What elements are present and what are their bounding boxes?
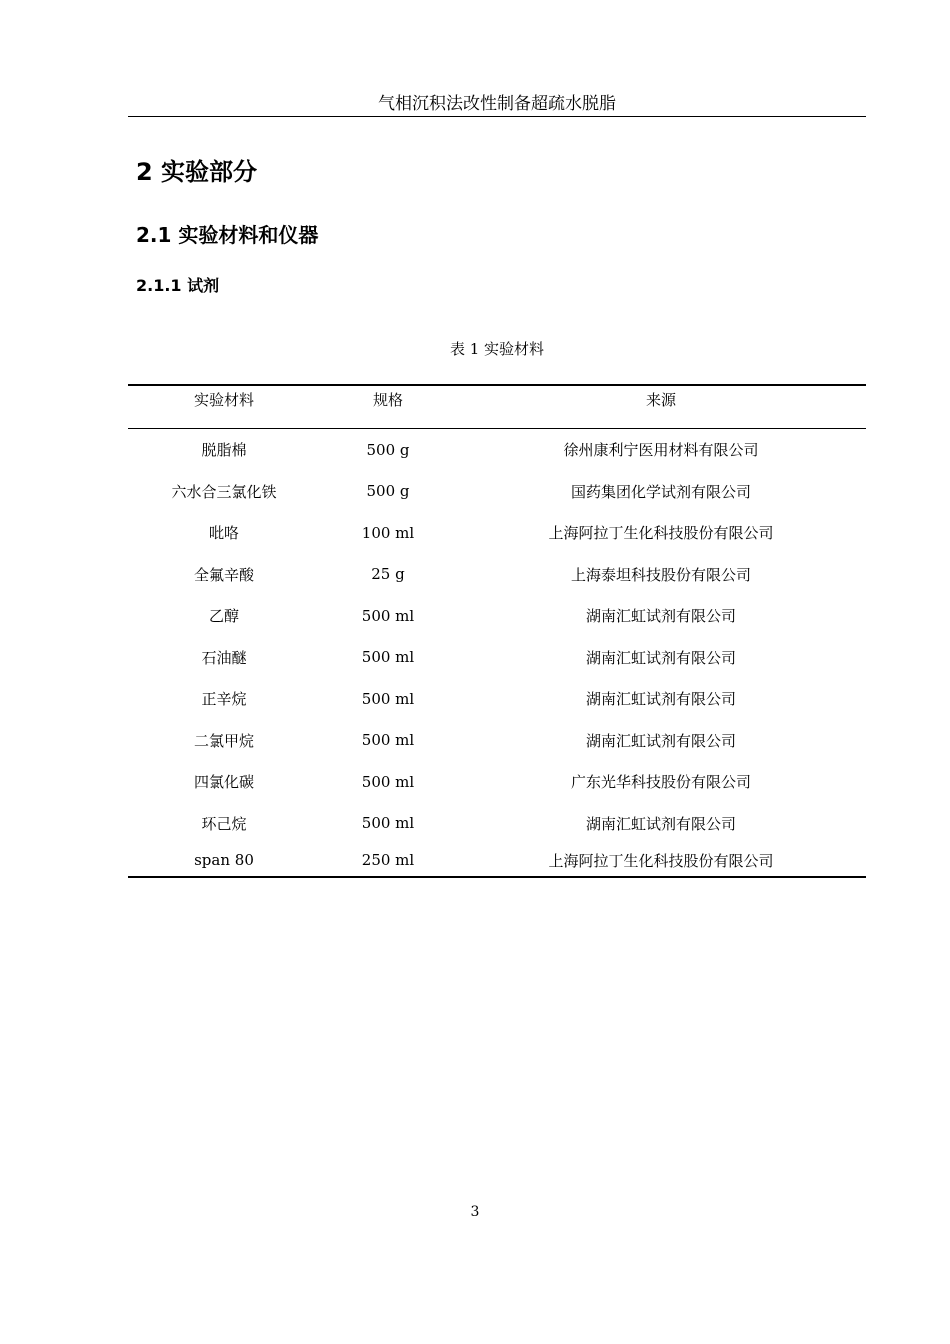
column-header-spec: 规格 [372,391,403,409]
cell-source: 国药集团化学试剂有限公司 [570,482,751,501]
table-row [128,678,866,720]
cell-material: 全氟辛酸 [193,565,254,584]
cell-source: 湖南汇虹试剂有限公司 [585,814,736,833]
table-caption: 表 1 实验材料 [449,340,545,358]
cell-material: 环己烷 [201,814,247,833]
cell-source: 上海阿拉丁生化科技股份有限公司 [548,524,774,543]
cell-source: 湖南汇虹试剂有限公司 [585,607,736,626]
cell-spec: 500 ml [361,772,415,791]
page-number: 3 [470,1204,480,1220]
cell-spec: 500 ml [361,606,415,625]
cell-material: 吡咯 [208,524,239,543]
materials-table [128,384,866,878]
cell-spec: 500 ml [361,731,415,750]
cell-material: 六水合三氯化铁 [171,482,277,501]
cell-material: span 80 [194,851,254,869]
section-title: 2 实验部分 [136,158,258,186]
cell-material: 脱脂棉 [201,441,247,460]
cell-source: 湖南汇虹试剂有限公司 [585,690,736,709]
table-row [128,844,866,876]
cell-spec: 500 g [366,482,410,501]
table-row [128,429,866,471]
table-row [128,637,866,679]
table-row [128,512,866,554]
table-header-row [128,386,866,429]
table-row [128,554,866,596]
cell-source: 广东光华科技股份有限公司 [570,773,751,792]
table-row [128,595,866,637]
table-row [128,803,866,845]
cell-material: 四氯化碳 [193,773,254,792]
cell-spec: 500 g [366,440,410,459]
cell-material: 乙醇 [208,607,239,626]
subsection-title: 2.1 实验材料和仪器 [136,223,319,247]
column-header-material: 实验材料 [193,391,254,409]
cell-spec: 250 ml [361,851,415,869]
cell-spec: 500 ml [361,814,415,833]
table-row [128,471,866,513]
cell-material: 石油醚 [201,648,247,667]
subsubsection-title: 2.1.1 试剂 [136,276,220,295]
cell-source: 湖南汇虹试剂有限公司 [585,731,736,750]
cell-source: 湖南汇虹试剂有限公司 [585,648,736,667]
cell-spec: 500 ml [361,648,415,667]
cell-material: 二氯甲烷 [193,731,254,750]
cell-source: 上海泰坦科技股份有限公司 [570,565,751,584]
cell-source: 徐州康利宁医用材料有限公司 [563,441,759,460]
cell-spec: 100 ml [361,523,415,542]
running-header: 气相沉积法改性制备超疏水脱脂 [128,92,866,117]
column-header-source: 来源 [645,391,676,409]
cell-source: 上海阿拉丁生化科技股份有限公司 [548,851,774,870]
cell-material: 正辛烷 [201,690,247,709]
table-row [128,761,866,803]
cell-spec: 500 ml [361,689,415,708]
table-row [128,720,866,762]
cell-spec: 25 g [371,565,405,584]
